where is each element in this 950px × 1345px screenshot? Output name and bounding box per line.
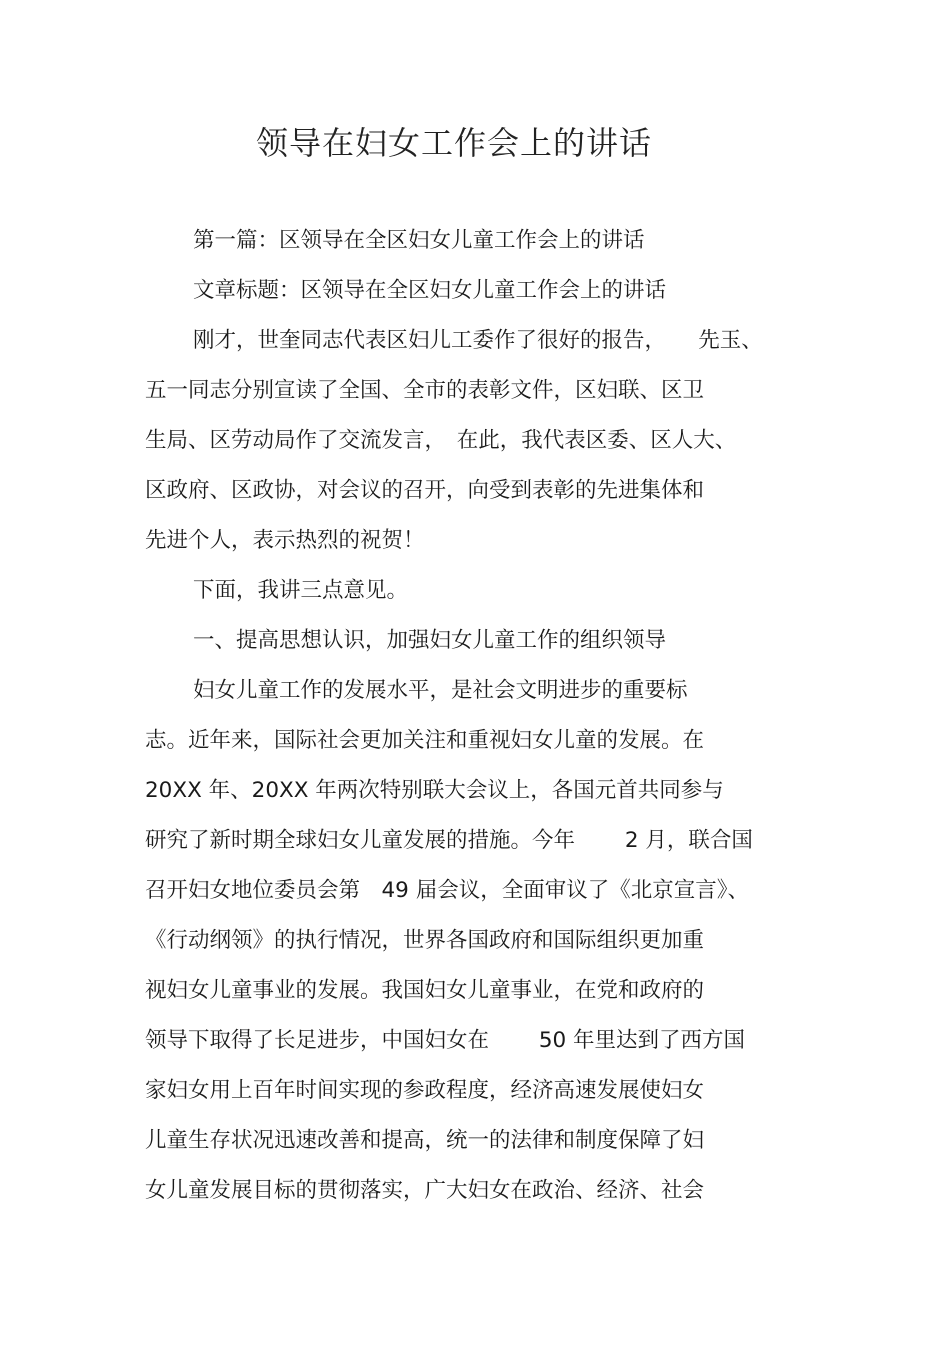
paragraph-line: 研究了新时期全球妇女儿童发展的措施。今年 2 月，联合国 xyxy=(145,828,753,853)
document-title: 领导在妇女工作会上的讲话 xyxy=(255,124,652,162)
paragraph-line: 下面，我讲三点意见。 xyxy=(193,578,409,603)
paragraph-line: 生局、区劳动局作了交流发言， 在此，我代表区委、区人大、 xyxy=(145,428,737,453)
paragraph-line: 先进个人，表示热烈的祝贺！ xyxy=(145,528,425,553)
paragraph-line: 区政府、区政协，对会议的召开，向受到表彰的先进集体和 xyxy=(145,478,705,503)
paragraph-line: 第一篇：区领导在全区妇女儿童工作会上的讲话 xyxy=(193,228,645,253)
paragraph-line: 《行动纲领》的执行情况，世界各国政府和国际组织更加重 xyxy=(145,928,705,953)
paragraph-line: 领导下取得了长足进步，中国妇女在 50 年里达到了西方国 xyxy=(145,1028,746,1053)
paragraph-line: 五一同志分别宣读了全国、全市的表彰文件，区妇联、区卫 xyxy=(145,378,705,403)
paragraph-line: 女儿童发展目标的贯彻落实，广大妇女在政治、经济、社会 xyxy=(145,1178,705,1203)
paragraph-line: 文章标题：区领导在全区妇女儿童工作会上的讲话 xyxy=(193,278,667,303)
paragraph-line: 刚才，世奎同志代表区妇儿工委作了很好的报告， 先玉、 xyxy=(193,328,763,353)
paragraph-line: 家妇女用上百年时间实现的参政程度，经济高速发展使妇女 xyxy=(145,1078,705,1103)
section-heading: 一、提高思想认识，加强妇女儿童工作的组织领导 xyxy=(193,628,667,653)
paragraph-line: 儿童生存状况迅速改善和提高，统一的法律和制度保障了妇 xyxy=(145,1128,705,1153)
paragraph-line: 视妇女儿童事业的发展。我国妇女儿童事业，在党和政府的 xyxy=(145,978,705,1003)
paragraph-line: 妇女儿童工作的发展水平，是社会文明进步的重要标 xyxy=(193,678,688,703)
paragraph-line: 召开妇女地位委员会第 49 届会议，全面审议了《北京宣言》、 xyxy=(145,878,749,903)
paragraph-line: 志。近年来，国际社会更加关注和重视妇女儿童的发展。在 xyxy=(145,728,705,753)
paragraph-line: 20XX 年、20XX 年两次特别联大会议上，各国元首共同参与 xyxy=(145,778,724,803)
